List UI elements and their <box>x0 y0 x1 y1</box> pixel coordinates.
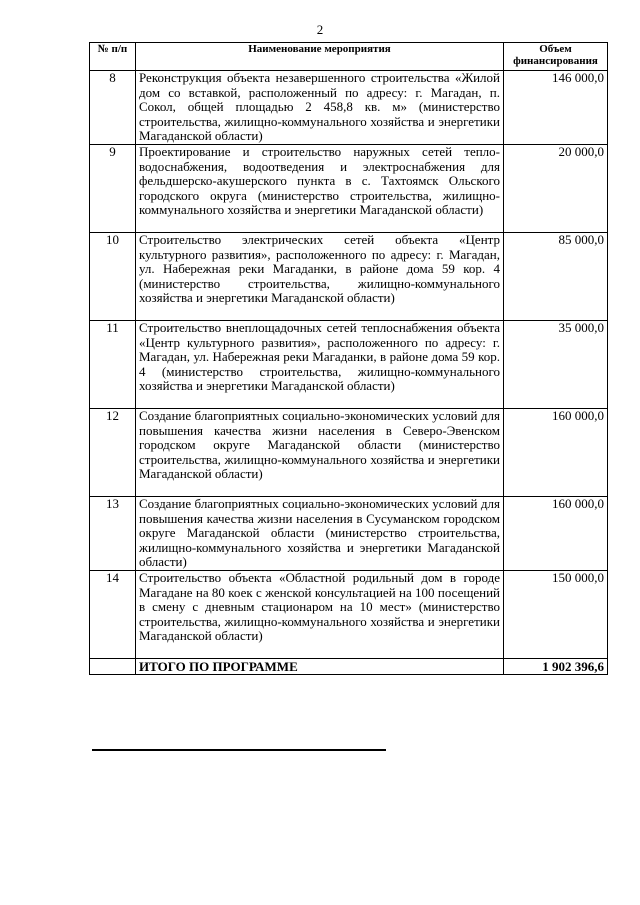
table-row <box>90 232 608 320</box>
footer-divider <box>92 749 386 751</box>
funding-amount: 160 000,0 <box>504 496 608 570</box>
row-number: 9 <box>90 144 136 232</box>
row-number: 8 <box>90 71 136 145</box>
funding-amount: 85 000,0 <box>504 232 608 320</box>
funding-amount: 150 000,0 <box>504 570 608 658</box>
header-amount-line1: Объем <box>539 43 572 55</box>
row-number: 13 <box>90 496 136 570</box>
total-num-cell <box>90 658 136 674</box>
measure-name: Строительство объекта «Областной родильный дом в городе Магадане на 80 коек с женской консультацией на 100 посещений в смену с дневным стационаром на 10 мест» (министерство строительства, жилищно-коммунального хозяйства и энергетики Магаданской области) <box>136 570 504 658</box>
table-row <box>90 496 608 570</box>
table-row <box>90 570 608 658</box>
measure-name: Создание благоприятных социально-экономических условий для повышения качества жизни населения в Северо-Эвенском городском округе Магаданской области (министерство строительства, жилищно-коммунального хозяйства и энергетики Магаданской области) <box>136 408 504 496</box>
measure-name: Реконструкция объекта незавершенного строительства «Жилой дом со вставкой, расположенный по адресу: г. Магадан, п. Сокол, общей площадью 2 458,8 кв. м» (министерство строительства, жилищно-коммунального хозяйства и энергетики Магаданской области) <box>136 71 504 145</box>
table-header-row <box>90 43 608 71</box>
measure-name: Проектирование и строительство наружных сетей тепло-водоснабжения, водоотведения и электроснабжения для фельдшерско-акушерского пункта в с. Тахтоямск Ольского городского округа (министерство строительства, жилищно-коммунального хозяйства и энергетики Магаданской области) <box>136 144 504 232</box>
total-row <box>90 658 608 674</box>
row-number: 10 <box>90 232 136 320</box>
total-amount: 1 902 396,6 <box>504 658 608 674</box>
header-amount <box>504 43 608 71</box>
table-row <box>90 144 608 232</box>
header-amount-line2: финансирования <box>513 55 598 67</box>
measure-name: Строительство внеплощадочных сетей теплоснабжения объекта «Центр культурного развития», расположенного по адресу: г. Магадан, ул. Набережная реки Магаданки, в районе дома 59 кор. 4 (министерство строительства, жилищно-коммунального хозяйства и энергетики Магаданской области) <box>136 320 504 408</box>
program-table <box>89 42 608 675</box>
header-num: № п/п <box>90 43 136 71</box>
funding-amount: 35 000,0 <box>504 320 608 408</box>
table-row <box>90 320 608 408</box>
table-row <box>90 408 608 496</box>
table-row <box>90 71 608 145</box>
measure-name: Создание благоприятных социально-экономических условий для повышения качества жизни населения в Сусуманском городском округе Магаданской области (министерство строительства, жилищно-коммунального хозяйства и энергетики Магаданской области) <box>136 496 504 570</box>
row-number: 14 <box>90 570 136 658</box>
funding-amount: 160 000,0 <box>504 408 608 496</box>
funding-amount: 146 000,0 <box>504 71 608 145</box>
row-number: 11 <box>90 320 136 408</box>
page-number: 2 <box>316 22 324 37</box>
row-number: 12 <box>90 408 136 496</box>
measure-name: Строительство электрических сетей объекта «Центр культурного развития», расположенного по адресу: г. Магадан, ул. Набережная реки Магаданки, в районе дома 59 кор. 4 (министерство строительства, жилищно-коммунального хозяйства и энергетики Магаданской области) <box>136 232 504 320</box>
header-name: Наименование мероприятия <box>136 43 504 71</box>
funding-amount: 20 000,0 <box>504 144 608 232</box>
total-label: ИТОГО ПО ПРОГРАММЕ <box>136 658 504 674</box>
